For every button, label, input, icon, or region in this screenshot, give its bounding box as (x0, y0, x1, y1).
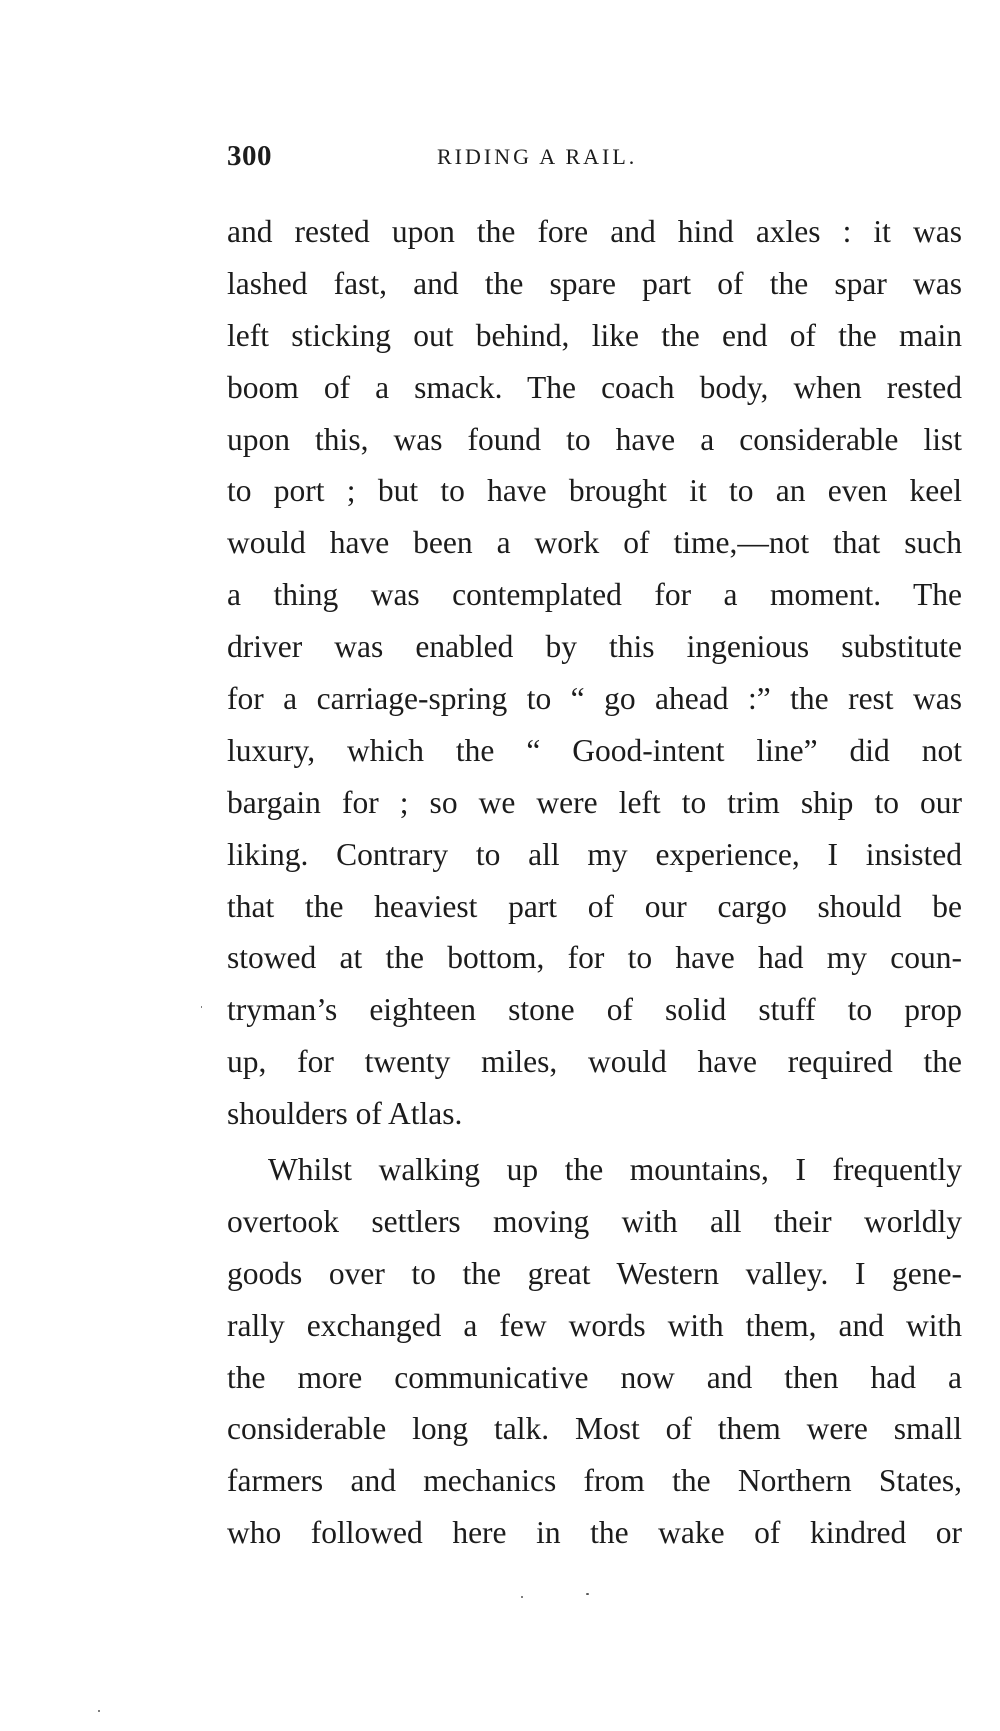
text-line: the more communicative now and then had a (227, 1359, 962, 1395)
text-line: luxury, which the “ Good-intent line” did not (227, 732, 962, 768)
text-line: driver was enabled by this ingenious substitute (227, 629, 962, 665)
print-speck (586, 1593, 589, 1595)
text-line: bargain for ; so we were left to trim ship to our (227, 784, 962, 820)
page-number: 300 (227, 140, 272, 172)
print-speck (521, 1596, 523, 1598)
text-line: farmers and mechanics from the Northern States, (227, 1463, 962, 1499)
text-line: goods over to the great Western valley. I gene- (227, 1255, 962, 1291)
text-line: up, for twenty miles, would have required the (227, 1044, 962, 1080)
body-text (227, 206, 962, 1559)
text-line: stowed at the bottom, for to have had my coun- (227, 940, 962, 976)
text-line: who followed here in the wake of kindred or (227, 1515, 962, 1551)
text-line: a thing was contemplated for a moment. The (227, 577, 962, 613)
text-line: that the heaviest part of our cargo should be (227, 888, 962, 924)
text-line: left sticking out behind, like the end of the main (227, 317, 962, 353)
text-line: would have been a work of time,—not that such (227, 525, 962, 561)
text-line: and rested upon the fore and hind axles : it was (227, 214, 962, 249)
text-line: rally exchanged a few words with them, and with (227, 1307, 962, 1343)
text-line: tryman’s eighteen stone of solid stuff to prop (227, 992, 962, 1028)
text-line: boom of a smack. The coach body, when rested (227, 369, 962, 405)
paragraph-2 (227, 1144, 962, 1559)
text-line: lashed fast, and the spare part of the spar was (227, 265, 962, 301)
text-line: overtook settlers moving with all their worldly (227, 1203, 962, 1239)
text-line: considerable long talk. Most of them were small (227, 1411, 962, 1447)
page-header (227, 140, 962, 180)
running-title: RIDING A RAIL. (437, 144, 638, 169)
text-line: upon this, was found to have a considerable list (227, 421, 962, 457)
print-speck (98, 1710, 100, 1712)
text-line: to port ; but to have brought it to an even keel (227, 473, 962, 509)
text-line: Whilst walking up the mountains, I frequently (268, 1152, 962, 1188)
text-line: for a carriage-spring to “ go ahead :” the rest was (227, 681, 962, 717)
paragraph-1 (227, 206, 962, 1140)
text-line: liking. Contrary to all my experience, I insisted (227, 836, 962, 872)
text-line: shoulders of Atlas. (227, 1096, 463, 1132)
print-speck (201, 1006, 202, 1008)
